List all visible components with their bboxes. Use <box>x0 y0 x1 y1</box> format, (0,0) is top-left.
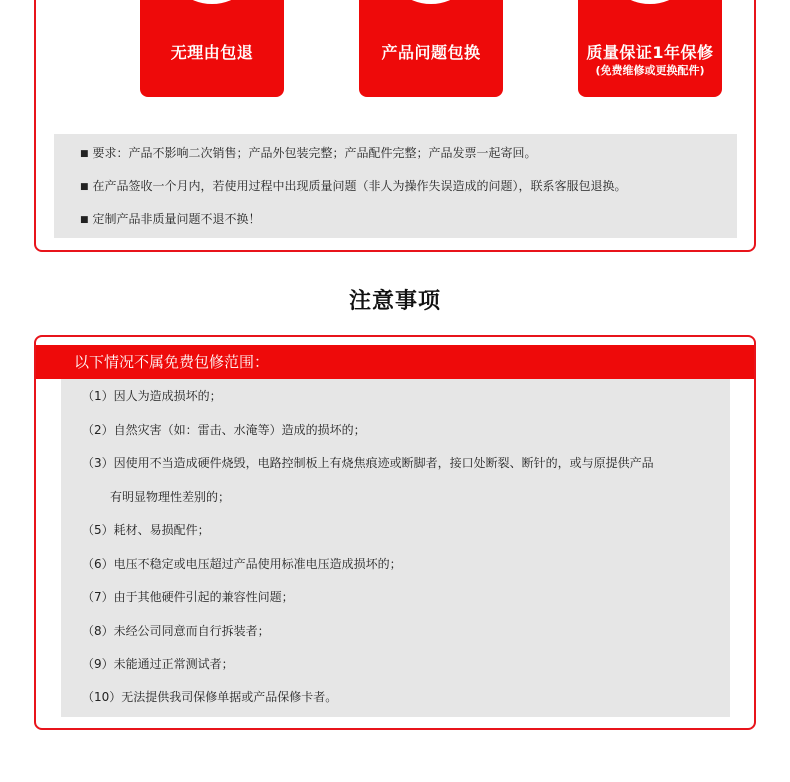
list-item: （8）未经公司同意而自行拆装者； <box>82 624 270 638</box>
card-title: 产品问题包换 <box>381 43 481 62</box>
square-bullet-icon: ■ <box>80 182 89 192</box>
requirement-line: ■ 要求：产品不影响二次销售；产品外包装完整；产品配件完整；产品发票一起寄回。 <box>80 146 537 160</box>
guarantee-card-exchange <box>359 0 503 97</box>
guarantee-card-return <box>140 0 284 97</box>
notice-band-title: 以下情况不属免费包修范围： <box>36 345 754 379</box>
notice-section <box>34 335 756 730</box>
card-circle-decoration <box>383 0 479 4</box>
card-title: 质量保证1年保修 <box>586 43 714 62</box>
list-item: （1）因人为造成损坏的； <box>82 389 222 403</box>
list-item: （7）由于其他硬件引起的兼容性问题； <box>82 590 294 604</box>
guarantee-card-warranty <box>578 0 722 97</box>
requirement-line: ■ 定制产品非质量问题不退不换！ <box>80 212 261 226</box>
list-item-continuation: 有明显物理性差别的； <box>110 490 231 504</box>
card-title: 无理由包退 <box>170 43 254 62</box>
exclusion-list <box>61 379 730 717</box>
notice-heading: 注意事项 <box>348 289 441 314</box>
list-item: （10）无法提供我司保修单据或产品保修卡者。 <box>82 690 338 704</box>
requirements-panel <box>54 134 737 238</box>
square-bullet-icon: ■ <box>80 215 89 225</box>
requirement-line: ■ 在产品签收一个月内，若使用过程中出现质量问题（非人为操作失误造成的问题），联系客服包退换。 <box>80 179 627 193</box>
list-item: （6）电压不稳定或电压超过产品使用标准电压造成损坏的； <box>82 557 402 571</box>
list-item: （5）耗材、易损配件； <box>82 523 210 537</box>
card-circle-decoration <box>164 0 260 4</box>
list-item: （3）因使用不当造成硬件烧毁，电路控制板上有烧焦痕迹或断脚者，接口处断裂、断针的，或与原提供产品 <box>82 456 654 470</box>
card-subtitle: (免费维修或更换配件) <box>595 64 705 77</box>
list-item: （9）未能通过正常测试者； <box>82 657 234 671</box>
card-circle-decoration <box>602 0 698 4</box>
square-bullet-icon: ■ <box>80 149 89 159</box>
list-item: （2）自然灾害（如：雷击、水淹等）造成的损坏的； <box>82 423 366 437</box>
